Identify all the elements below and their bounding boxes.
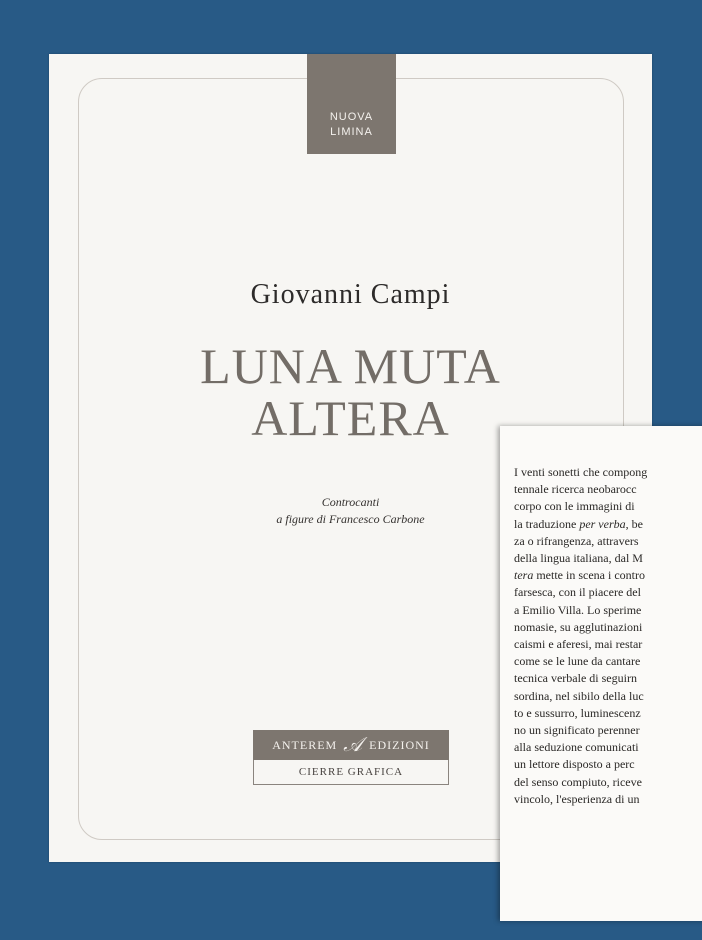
book-subtitle-line-2: a figure di Francesco Carbone <box>276 512 425 526</box>
back-text-line: sordina, nel sibilo della luc <box>514 688 644 703</box>
back-text-line: alla seduzione comunicati <box>514 740 639 755</box>
back-text-line: del senso compiuto, riceve <box>514 774 642 789</box>
back-text-line: della lingua italiana, dal M <box>514 551 643 566</box>
publisher-block <box>253 730 449 785</box>
back-text-line: za o rifrangenza, attravers <box>514 533 639 548</box>
back-text-line: tera mette in scena i contro <box>514 568 645 583</box>
book-title-line-1: LUNA MUTA <box>200 338 501 394</box>
back-text-line: no un significato perenner <box>514 723 640 738</box>
series-label-line-1: NUOVA <box>329 111 374 123</box>
author-name: Giovanni Campi <box>250 279 451 310</box>
book-subtitle-line-1: Controcanti <box>321 495 380 509</box>
back-text-line: nomasie, su agglutinazioni <box>514 619 643 634</box>
back-cover-text <box>514 464 702 808</box>
book-title-line-2: ALTERA <box>251 390 450 446</box>
back-text-line: farsesca, con il piacere del <box>514 585 641 600</box>
publisher-name-right: EDIZIONI <box>369 737 430 752</box>
back-text-line: tecnica verbale di seguirn <box>514 671 637 686</box>
back-text-line: come se le lune da cantare <box>514 654 641 669</box>
publisher-name-left: ANTEREM <box>272 737 338 752</box>
back-text-line: la traduzione per verba, be <box>514 516 643 531</box>
back-text-line: a Emilio Villa. Lo sperime <box>514 602 642 617</box>
series-label-line-2: LIMINA <box>330 126 373 138</box>
back-text-line: to e sussurro, luminescenz <box>514 705 641 720</box>
publisher-band <box>253 730 449 760</box>
back-text-line: caismi e aferesi, mai restar <box>514 637 643 652</box>
back-text-line: un lettore disposto a perc <box>514 757 635 772</box>
back-text-line: I venti sonetti che compong <box>514 465 648 479</box>
publisher-logo-icon: 𝒜 <box>343 734 364 756</box>
back-text-line: tennale ricerca neobarocc <box>514 482 637 497</box>
publisher-subline: CIERRE GRAFICA <box>253 760 449 785</box>
back-text-line: vincolo, l'esperienza di un <box>514 791 640 806</box>
back-text-line: corpo con le immagini di <box>514 499 635 514</box>
series-label <box>307 54 396 154</box>
back-cover-excerpt <box>500 426 702 921</box>
